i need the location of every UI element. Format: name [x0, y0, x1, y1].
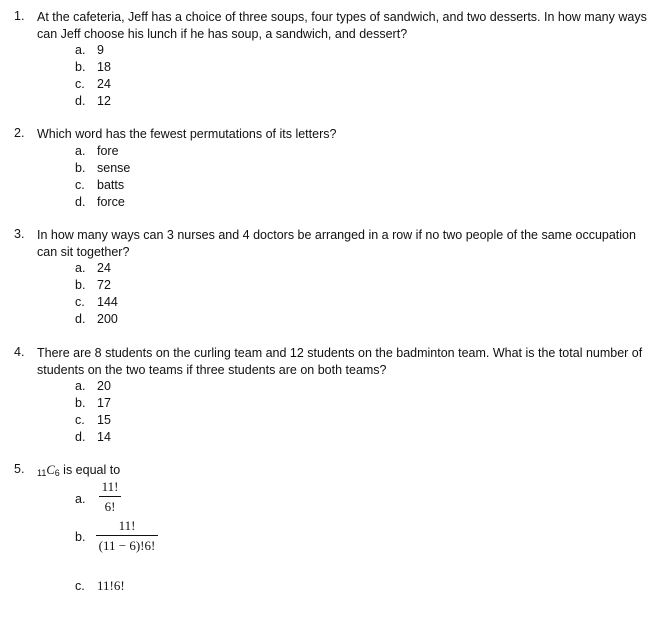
option-value: 9 — [97, 43, 104, 57]
option-value: 11!6! — [97, 578, 125, 593]
option-b — [75, 395, 111, 412]
option-value: 72 — [97, 278, 111, 292]
option-b — [75, 160, 130, 177]
option-value: 17 — [97, 396, 111, 410]
fraction-bar — [96, 535, 158, 536]
option-letter: b. — [75, 60, 86, 74]
option-c — [75, 412, 111, 429]
question-number: 1. — [14, 9, 25, 23]
fraction-denominator: 6! — [104, 499, 116, 514]
option-letter: c. — [75, 579, 85, 593]
option-letter: a. — [75, 261, 86, 275]
option-letter: d. — [75, 430, 86, 444]
option-letter: a. — [75, 492, 86, 506]
option-value: fore — [97, 144, 119, 158]
option-value: sense — [97, 161, 131, 175]
option-a — [75, 491, 97, 508]
option-letter: b. — [75, 530, 86, 544]
option-letter: b. — [75, 396, 86, 410]
option-letter: b. — [75, 278, 86, 292]
option-value: 144 — [97, 295, 118, 309]
fraction-bar — [99, 496, 121, 497]
option-value: 24 — [97, 77, 111, 91]
option-value: force — [97, 195, 125, 209]
option-c — [75, 177, 124, 194]
option-letter: a. — [75, 144, 86, 158]
option-value: 15 — [97, 413, 111, 427]
option-d — [75, 93, 111, 110]
fraction-numerator: 11! — [118, 518, 136, 533]
combination-symbol: C — [46, 463, 55, 477]
option-a — [75, 378, 111, 395]
question-text: At the cafeteria, Jeff has a choice of three soups, four types of sandwich, and two desserts. In how many ways can Jeff choose his lunch if he has soup, a sandwich, and dessert? — [37, 10, 647, 41]
question-text-rest: is equal to — [59, 463, 121, 477]
option-c — [75, 76, 111, 93]
option-a — [75, 143, 119, 160]
option-letter: c. — [75, 295, 85, 309]
option-value: 20 — [97, 379, 111, 393]
option-letter: c. — [75, 77, 85, 91]
question-text: In how many ways can 3 nurses and 4 doctors be arranged in a row if no two people of the same occupation can sit together? — [37, 228, 636, 259]
option-value: 18 — [97, 60, 111, 74]
fraction-option-b — [96, 518, 158, 554]
option-b — [75, 529, 97, 546]
option-d — [75, 429, 111, 446]
option-value: 200 — [97, 312, 118, 326]
option-letter: c. — [75, 178, 85, 192]
option-a — [75, 42, 104, 59]
question-number: 5. — [14, 462, 25, 476]
option-letter: a. — [75, 43, 86, 57]
fraction-denominator: (11 − 6)!6! — [98, 538, 156, 553]
option-letter: c. — [75, 413, 85, 427]
option-letter: b. — [75, 161, 86, 175]
option-b — [75, 277, 111, 294]
option-c — [75, 294, 118, 311]
fraction-option-a — [99, 479, 121, 515]
option-letter: d. — [75, 195, 86, 209]
question-text: Which word has the fewest permutations of its letters? — [37, 127, 337, 141]
option-d — [75, 194, 125, 211]
option-letter: d. — [75, 94, 86, 108]
question-text — [37, 462, 662, 482]
option-value: 12 — [97, 94, 111, 108]
option-letter: d. — [75, 312, 86, 326]
option-c — [75, 577, 125, 594]
option-b — [75, 59, 111, 76]
question-number: 4. — [14, 345, 25, 359]
option-value: 14 — [97, 430, 111, 444]
question-number: 2. — [14, 126, 25, 140]
option-value: batts — [97, 178, 125, 192]
option-letter: a. — [75, 379, 86, 393]
fraction-numerator: 11! — [101, 479, 119, 494]
option-value: 24 — [97, 261, 111, 275]
question-number: 3. — [14, 227, 25, 241]
question-text: There are 8 students on the curling team and 12 students on the badminton team. What is the total number of students on the two teams if three students are on both teams? — [37, 346, 643, 377]
option-d — [75, 311, 118, 328]
option-a — [75, 260, 111, 277]
combination-subscript-n: 11 — [37, 468, 47, 478]
combination-subscript-r: 6 — [54, 468, 60, 478]
